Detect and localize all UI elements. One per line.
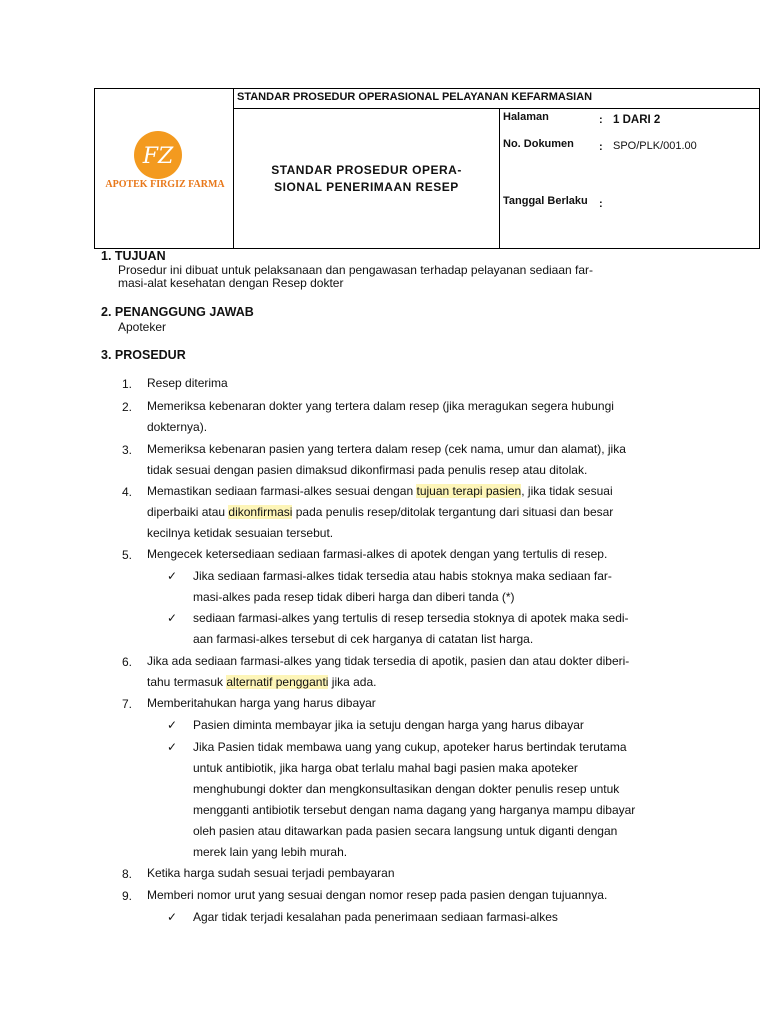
halaman-label: Halaman	[503, 111, 549, 123]
step-number: 8.	[122, 867, 133, 881]
check-icon: ✓	[167, 740, 178, 754]
logo-icon	[127, 124, 189, 186]
nodok-colon: :	[599, 141, 603, 153]
check-icon: ✓	[167, 910, 178, 924]
step-7: Memberitahukan harga yang harus dibayar	[147, 696, 376, 710]
step-7-sub2-line5: oleh pasien atau ditawarkan pada pasien secara langsung untuk diganti dengan	[193, 824, 618, 838]
step-6-text: tahu termasuk	[147, 675, 227, 689]
tujuan-text	[118, 264, 658, 290]
step-6-text: jika ada.	[328, 675, 377, 689]
step-9: Memberi nomor urut yang sesuai dengan nomor resep pada pasien dengan tujuannya.	[147, 888, 608, 902]
step-9-sub1: Agar tidak terjadi kesalahan pada penerimaan sediaan farmasi-alkes	[193, 910, 558, 924]
step-3-line1: Memeriksa kebenaran pasien yang tertera dalam resep (cek nama, umur dan alamat), jika	[147, 442, 626, 456]
check-icon: ✓	[167, 569, 178, 583]
step-5-sub2-line1: sediaan farmasi-alkes yang tertulis di resep tersedia stoknya di apotek maka sedi-	[193, 611, 629, 625]
step-4-text: Memastikan sediaan farmasi-alkes sesuai dengan	[147, 484, 417, 498]
step-5-sub2-line2: aan farmasi-alkes tersebut di cek harganya di catatan list harga.	[193, 632, 534, 646]
top-title: STANDAR PROSEDUR OPERASIONAL PELAYANAN KEFARMASIAN	[234, 89, 760, 109]
step-7-sub2-line1: Jika Pasien tidak membawa uang yang cukup, apoteker harus bertindak terutama	[193, 740, 627, 754]
step-5-sub1-line2: masi-alkes pada resep tidak diberi harga dan diberi tanda (*)	[193, 590, 515, 604]
step-number: 7.	[122, 697, 133, 711]
pj-text: Apoteker	[118, 320, 167, 334]
step-4-line1	[147, 481, 668, 502]
halaman-colon: :	[599, 114, 603, 126]
logo-text: APOTEK FIRGIZ FARMA	[105, 179, 225, 190]
step-4-line2	[147, 502, 668, 523]
nodok-value: SPO/PLK/001.00	[613, 140, 697, 152]
prosedur-heading: 3. PROSEDUR	[101, 348, 186, 362]
doc-title-line2: SIONAL PENERIMAAN RESEP	[274, 179, 459, 194]
step-number: 3.	[122, 443, 133, 457]
tujuan-line2: masi-alat kesehatan dengan Resep dokter	[118, 276, 344, 290]
step-3-line2: tidak sesuai dengan pasien dimaksud dikonfirmasi pada penulis resep atau ditolak.	[147, 463, 588, 477]
tujuan-heading: 1. TUJUAN	[101, 249, 166, 263]
tanggal-colon: :	[599, 198, 603, 210]
highlight-alternatif: alternatif pengganti	[226, 675, 329, 689]
step-7-sub1: Pasien diminta membayar jika ia setuju dengan harga yang harus dibayar	[193, 718, 584, 732]
step-7-sub2-line3: menghubungi dokter dan mengkonsultasikan dengan dokter penulis resep untuk	[193, 782, 620, 796]
step-7-sub2-line4: mengganti antibiotik tersebut dengan nama dagang yang harganya mampu dibayar	[193, 803, 636, 817]
step-4-line3: kecilnya ketidak sesuaian tersebut.	[147, 526, 334, 540]
step-1: Resep diterima	[147, 376, 228, 390]
meta-cell	[500, 109, 760, 249]
step-7-sub2-line2: untuk antibiotik, jika harga obat terlalu mahal bagi pasien maka apoteker	[193, 761, 578, 775]
step-number: 5.	[122, 548, 133, 562]
step-5: Mengecek ketersediaan sediaan farmasi-alkes di apotek dengan yang tertulis di resep.	[147, 547, 608, 561]
doc-title-cell	[234, 109, 500, 249]
step-number: 2.	[122, 400, 133, 414]
step-8: Ketika harga sudah sesuai terjadi pembayaran	[147, 866, 395, 880]
doc-title-line1: STANDAR PROSEDUR OPERA-	[271, 162, 462, 177]
step-7-sub2-line6: merek lain yang lebih murah.	[193, 845, 348, 859]
check-icon: ✓	[167, 611, 178, 625]
step-5-sub1-line1: Jika sediaan farmasi-alkes tidak tersedia atau habis stoknya maka sediaan far-	[193, 569, 612, 583]
pj-heading: 2. PENANGGUNG JAWAB	[101, 305, 254, 319]
nodok-label: No. Dokumen	[503, 138, 574, 150]
step-2-line2: dokternya).	[147, 420, 208, 434]
logo-cell	[95, 89, 234, 249]
step-6-line1: Jika ada sediaan farmasi-alkes yang tidak tersedia di apotik, pasien dan atau dokter diberi-	[147, 654, 630, 668]
step-4-text: , jika tidak sesuai	[521, 484, 613, 498]
step-number: 6.	[122, 655, 133, 669]
tujuan-line1: Prosedur ini dibuat untuk pelaksanaan dan pengawasan terhadap pelayanan sediaan far-	[118, 263, 594, 277]
step-6-line2	[147, 672, 668, 693]
step-number: 4.	[122, 485, 133, 499]
step-4-text: diperbaiki atau	[147, 505, 229, 519]
highlight-tujuan-terapi: tujuan terapi pasien	[416, 484, 522, 498]
step-number: 1.	[122, 377, 133, 391]
tanggal-label: Tanggal Berlaku	[503, 195, 588, 207]
step-2-line1: Memeriksa kebenaran dokter yang tertera dalam resep (jika meragukan segera hubungi	[147, 399, 614, 413]
step-number: 9.	[122, 889, 133, 903]
halaman-value: 1 DARI 2	[613, 114, 661, 126]
logo-mark-text: FZ	[142, 144, 174, 169]
step-4-text: pada penulis resep/ditolak tergantung dari situasi dan besar	[292, 505, 614, 519]
header-table	[94, 88, 760, 249]
check-icon: ✓	[167, 718, 178, 732]
highlight-dikonfirmasi: dikonfirmasi	[228, 505, 293, 519]
